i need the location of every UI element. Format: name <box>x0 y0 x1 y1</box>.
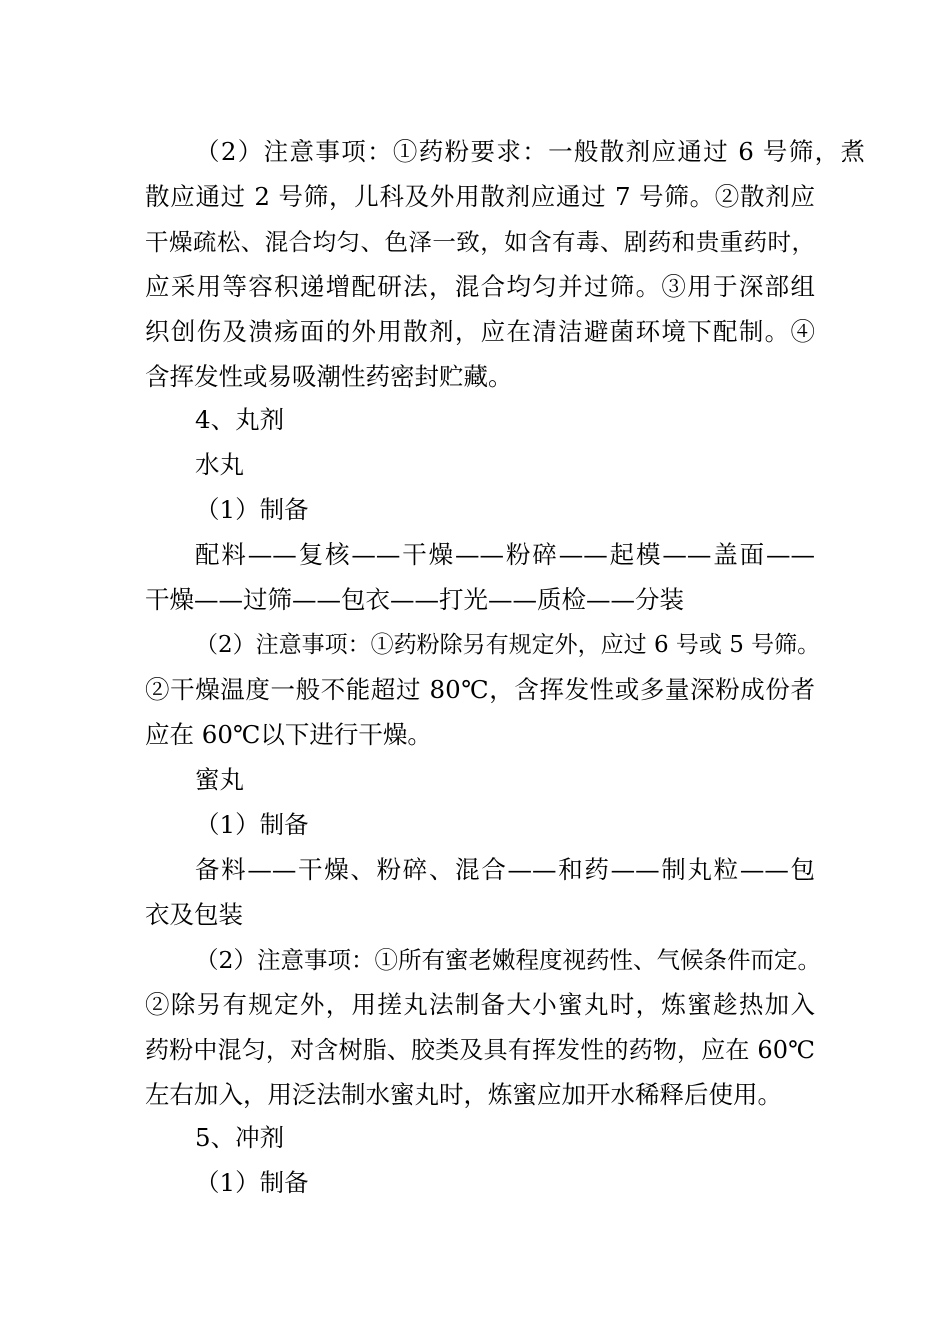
paragraph-line: 应在 60℃以下进行干燥。 <box>145 720 432 749</box>
paragraph-line: 干燥疏松、混合均匀、色泽一致，如含有毒、剧药和贵重药时， <box>145 228 815 256</box>
paragraph-line: 织创伤及溃疡面的外用散剂，应在清洁避菌环境下配制。④ <box>145 317 815 346</box>
step-heading: （1）制备 <box>195 1168 309 1197</box>
paragraph-line: 应采用等容积递增配研法，混合均匀并过筛。③用于深部组 <box>145 272 815 301</box>
process-line: 配料——复核——干燥——粉碎——起模——盖面—— <box>195 540 815 569</box>
paragraph-line: 左右加入，用泛法制水蜜丸时，炼蜜应加开水稀释后使用。 <box>145 1080 782 1109</box>
process-line: 备料——干燥、粉碎、混合——和药——制丸粒——包 <box>195 855 815 884</box>
paragraph-line: ②除另有规定外，用搓丸法制备大小蜜丸时，炼蜜趁热加入 <box>145 990 815 1019</box>
subsection-heading: 水丸 <box>195 450 244 479</box>
process-line: 衣及包装 <box>145 900 243 929</box>
process-line: 干燥——过筛——包衣——打光——质检——分装 <box>145 585 684 614</box>
paragraph-line: （2）注意事项：①药粉除另有规定外，应过 6 号或 5 号筛。 <box>195 632 821 658</box>
step-heading: （1）制备 <box>195 495 309 524</box>
section-heading: 5、冲剂 <box>195 1123 285 1152</box>
paragraph-line: 含挥发性或易吸潮性药密封贮藏。 <box>145 362 513 391</box>
section-heading: 4、丸剂 <box>195 405 285 434</box>
paragraph-line: （2）注意事项：①药粉要求：一般散剂应通过 6 号筛，煮 <box>195 137 865 166</box>
paragraph-line: 散应通过 2 号筛，儿科及外用散剂应通过 7 号筛。②散剂应 <box>145 182 815 211</box>
paragraph-line: ②干燥温度一般不能超过 80℃，含挥发性或多量深粉成份者 <box>145 675 815 704</box>
step-heading: （1）制备 <box>195 810 309 839</box>
subsection-heading: 蜜丸 <box>195 765 244 794</box>
paragraph-line: （2）注意事项：①所有蜜老嫩程度视药性、气候条件而定。 <box>195 946 821 974</box>
paragraph-line: 药粉中混匀，对含树脂、胶类及具有挥发性的药物，应在 60℃ <box>145 1036 815 1064</box>
